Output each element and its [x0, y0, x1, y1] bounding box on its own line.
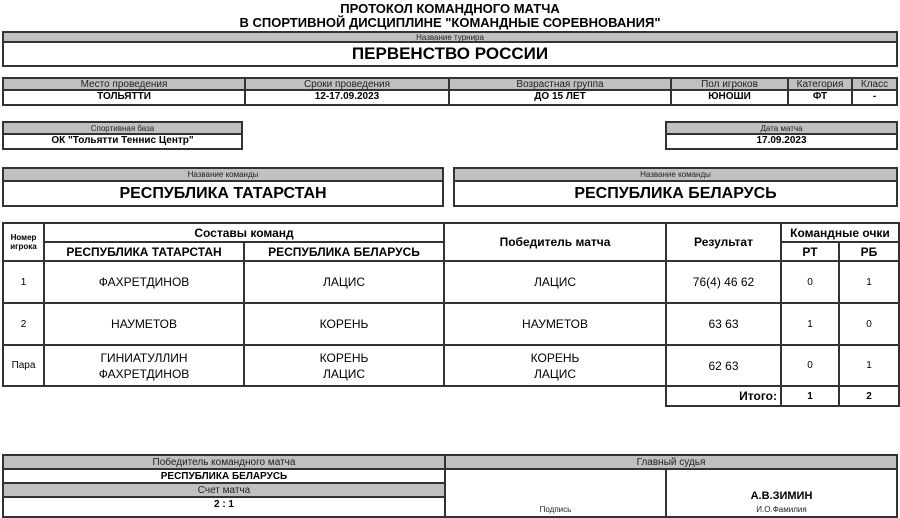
header-team2: РЕСПУБЛИКА БЕЛАРУСЬ	[244, 242, 444, 261]
info-col-age: Возрастная группа ДО 15 ЛЕТ	[450, 79, 672, 104]
table-row: 2 НАУМЕТОВ КОРЕНЬ НАУМЕТОВ 63 63 1 0	[3, 303, 899, 345]
venue-box: Спортивная база ОК "Тольятти Теннис Центр"	[2, 121, 243, 150]
match-date-box: Дата матча 17.09.2023	[665, 121, 898, 150]
match-score-value: 2 : 1	[213, 498, 234, 510]
table-row: 1 ФАХРЕТДИНОВ ЛАЦИС ЛАЦИС 76(4) 46 62 0 1	[3, 261, 899, 303]
info-col-class: Класс -	[853, 79, 896, 104]
venue-value: ОК "Тольятти Теннис Центр"	[51, 135, 194, 146]
header-player-no: Номер игрока	[3, 223, 44, 261]
total-label: Итого:	[666, 386, 781, 406]
table-row: Пара ГИНИАТУЛЛИН ФАХРЕТДИНОВ КОРЕНЬ ЛАЦИС КОРЕНЬ ЛАЦИС 62 63 0 1	[3, 345, 899, 386]
team2-box: Название команды РЕСПУБЛИКА БЕЛАРУСЬ	[453, 167, 898, 207]
info-table	[2, 77, 898, 106]
team1-name: РЕСПУБЛИКА ТАТАРСТАН	[119, 184, 327, 202]
tournament-label: Название турнира	[4, 33, 896, 43]
document-subtitle: В СПОРТИВНОЙ ДИСЦИПЛИНЕ "КОМАНДНЫЕ СОРЕВНОВАНИЯ"	[239, 15, 661, 30]
tournament-name: ПЕРВЕНСТВО РОССИИ	[351, 44, 549, 63]
header-result: Результат	[666, 223, 781, 261]
total-pts2: 2	[839, 386, 899, 406]
matches-table	[2, 222, 900, 407]
header-pts2: РБ	[839, 242, 899, 261]
team2-name: РЕСПУБЛИКА БЕЛАРУСЬ	[574, 184, 777, 202]
team-winner-section: Победитель командного матча РЕСПУБЛИКА БЕЛАРУСЬ Счет матча 2 : 1	[4, 456, 446, 516]
info-col-gender: Пол игроков ЮНОШИ	[672, 79, 789, 104]
team1-box: Название команды РЕСПУБЛИКА ТАТАРСТАН	[2, 167, 444, 207]
header-winner: Победитель матча	[444, 223, 666, 261]
header-rosters: Составы команд	[44, 223, 444, 242]
match-date-value: 17.09.2023	[756, 135, 807, 146]
info-col-place: Место проведения ТОЛЬЯТТИ	[4, 79, 246, 104]
tournament-box	[2, 31, 898, 67]
signature-field: Подпись	[446, 470, 667, 516]
total-pts1: 1	[781, 386, 839, 406]
judge-section: Главный судья Подпись А.В.ЗИМИН И.О.Фамилия	[446, 456, 896, 516]
judge-name-field: А.В.ЗИМИН И.О.Фамилия	[750, 490, 813, 514]
judge-name: А.В.ЗИМИН	[750, 490, 813, 502]
header-team1: РЕСПУБЛИКА ТАТАРСТАН	[44, 242, 244, 261]
document-title: ПРОТОКОЛ КОМАНДНОГО МАТЧА	[340, 1, 560, 16]
total-row	[3, 386, 899, 406]
info-col-dates: Сроки проведения 12-17.09.2023	[246, 79, 450, 104]
header-points: Командные очки	[781, 223, 899, 242]
header-pts1: РТ	[781, 242, 839, 261]
team-winner-value: РЕСПУБЛИКА БЕЛАРУСЬ	[4, 470, 444, 484]
info-col-category: Категория ФТ	[789, 79, 853, 104]
footer-box	[2, 454, 898, 518]
